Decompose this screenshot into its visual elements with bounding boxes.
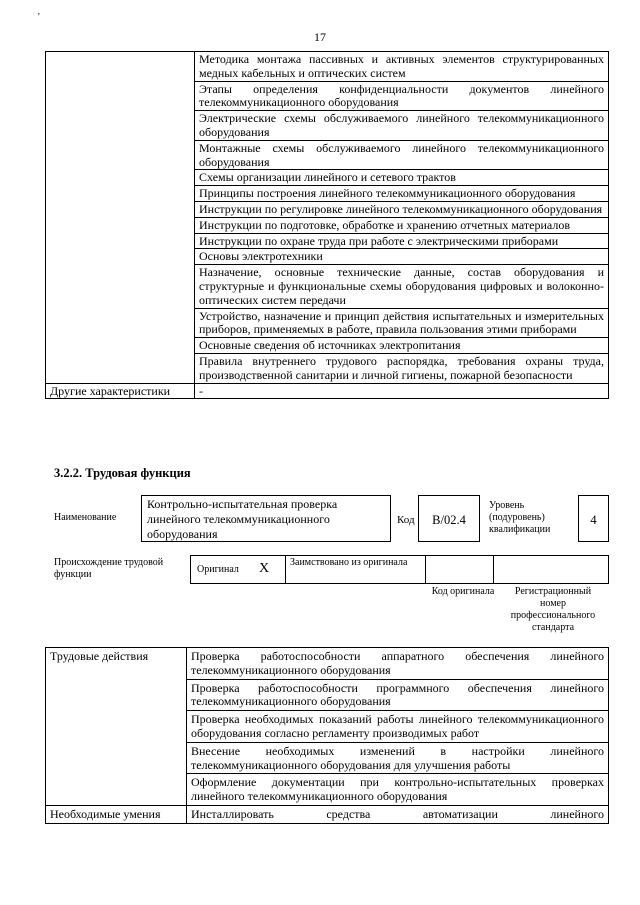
knowledge-item: Методика монтажа пассивных и активных элементов структурированных медных кабельных и оптических систем (195, 52, 609, 82)
knowledge-item: Устройство, назначение и принцип действия испытательных и измерительных приборов, применяемых в работе, правила пользования этими приборами (195, 308, 609, 338)
labor-action: Проверка работоспособности аппаратного обеспечения линейного телекоммуникационного оборудования (187, 648, 609, 680)
labor-action: Внесение необходимых изменений в настройки линейного телекоммуникационного оборудования для улучшения работы (187, 742, 609, 774)
knowledge-item: Принципы построения линейного телекоммуникационного оборудования (195, 186, 609, 202)
divider (493, 556, 494, 583)
function-name: Контрольно-испытательная проверка линейного телекоммуникационного оборудования (147, 497, 338, 541)
table-row (46, 52, 609, 82)
reg-caption: Регистрационный номер профессионального стандарта (510, 586, 596, 633)
original-label: Оригинал (197, 564, 239, 575)
labor-action: Проверка работоспособности программного обеспечения линейного телекоммуникационного оборудования (187, 679, 609, 711)
function-code-box (418, 495, 480, 542)
knowledge-item: Схемы организации линейного и сетевого трактов (195, 170, 609, 186)
knowledge-item: Инструкции по регулировке линейного телекоммуникационного оборудования (195, 201, 609, 217)
level-value: 4 (590, 513, 597, 527)
knowledge-item: Основные сведения об источниках электропитания (195, 338, 609, 354)
knowledge-item: Инструкции по подготовке, обработке и хранению отчетных материалов (195, 217, 609, 233)
code-caption: Код оригинала (431, 586, 495, 597)
labor-action: Оформление документации при контрольно-испытательных проверках линейного телекоммуникационного оборудования (187, 774, 609, 806)
divider (425, 556, 426, 583)
knowledge-item: Этапы определения конфиденциальности документов линейного телекоммуникационного оборудования (195, 81, 609, 111)
knowledge-item: Основы электротехники (195, 249, 609, 265)
table-row (46, 648, 609, 680)
skills-label: Необходимые умения (46, 805, 187, 823)
borrowed-label: Заимствовано из оригинала (290, 557, 408, 568)
function-code: B/02.4 (432, 513, 466, 527)
labor-actions-label: Трудовые действия (46, 648, 187, 806)
knowledge-item: Электрические схемы обслуживаемого линейного телекоммуникационного оборудования (195, 111, 609, 141)
level-box (578, 495, 609, 542)
other-characteristics-label: Другие характеристики (46, 383, 195, 399)
knowledge-item: Монтажные схемы обслуживаемого линейного телекоммуникационного оборудования (195, 140, 609, 170)
labor-action: Проверка необходимых показаний работы линейного телекоммуникационного оборудования согласно регламенту производимых работ (187, 711, 609, 743)
origin-box (190, 555, 609, 584)
level-label: Уровень (подуровень) квалификации (489, 500, 551, 535)
knowledge-item: Правила внутреннего трудового распорядка, требования охраны труда, производственной санитарии и личной гигиены, пожарной безопасности (195, 353, 609, 383)
divider (285, 556, 286, 583)
knowledge-item: Инструкции по охране труда при работе с электрическими приборами (195, 233, 609, 249)
knowledge-label-cell (46, 52, 195, 384)
skill-item: Инсталлировать средства автоматизации линейного (187, 805, 609, 823)
function-name-box (141, 495, 391, 542)
other-characteristics-value: - (195, 383, 609, 399)
name-label: Наименование (54, 512, 117, 523)
section-title: 3.2.2. Трудовая функция (54, 466, 191, 480)
table-row (46, 383, 609, 399)
knowledge-table (45, 51, 609, 399)
original-mark: X (259, 561, 270, 576)
origin-label: Происхождение трудовой функции (54, 557, 164, 580)
code-label: Код (397, 514, 415, 526)
table-row (46, 805, 609, 823)
page-number: 17 (314, 30, 326, 44)
knowledge-item: Назначение, основные технические данные, состав оборудования и структурные и функциональные схемы оборудования цифровых и волоконно-оптических систем передачи (195, 265, 609, 308)
labor-actions-table (45, 647, 609, 824)
corner-mark: ' (38, 12, 40, 23)
